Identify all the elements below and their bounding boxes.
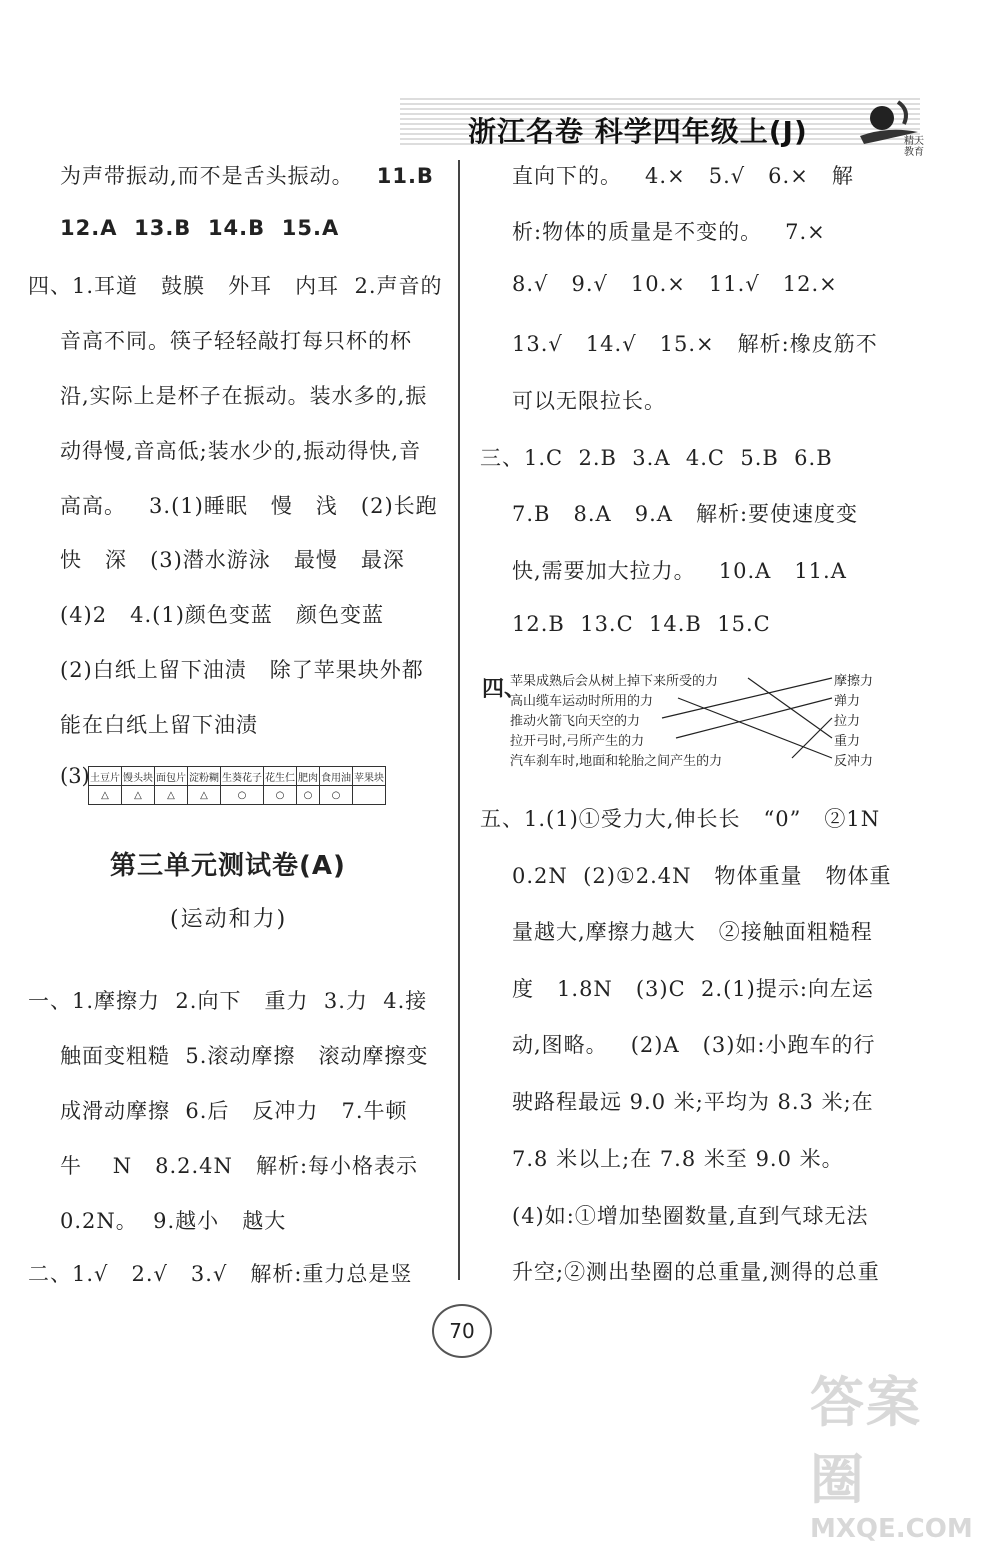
page-number: 70 (432, 1304, 492, 1358)
match-left-item: 苹果成熟后会从树上掉下来所受的力 (510, 674, 719, 689)
logo-text: 精天 教育 (904, 136, 924, 158)
left-line-7: 高高。 3.(1)睡眠 慢 浅 (2)长跑 (60, 494, 438, 518)
left-line-4: 音高不同。筷子轻轻敲打每只杯的杯 (60, 329, 412, 353)
table-header-cell: 花生仁 (264, 767, 297, 786)
table-cell: ○ (297, 786, 320, 805)
right-line-7: 7.B 8.A 9.A 解析:要使速度变 (512, 502, 859, 526)
table-header-cell: 面包片 (155, 767, 188, 786)
match-right-item: 弹力 (834, 694, 861, 709)
match-right-item: 反冲力 (834, 754, 874, 769)
match-right-item: 拉力 (834, 714, 861, 729)
q5-line-8: (4)如:①增加垫圈数量,直到气球无法 (512, 1204, 869, 1228)
table-header-cell: 土豆片 (89, 767, 122, 786)
table-header-cell: 苹果块 (353, 767, 386, 786)
left-line-5: 沿,实际上是杯子在振动。装水多的,振 (60, 384, 428, 408)
section1-line-1: 一、1.摩擦力 2.向下 重力 3.力 4.接 (28, 989, 428, 1013)
q5-line-6: 驶路程最远 9.0 米;平均为 8.3 米;在 (512, 1090, 874, 1114)
table-label: (3) (60, 764, 90, 788)
left-line-3: 四、1.耳道 鼓膜 外耳 内耳 2.声音的 (28, 274, 443, 298)
left-line-6: 动得慢,音高低;装水少的,振动得快,音 (60, 439, 422, 463)
table-cell: △ (89, 786, 122, 805)
table-header-cell: 淀粉糊 (188, 767, 221, 786)
table-cell: ○ (221, 786, 264, 805)
right-line-6: 三、1.C 2.B 3.A 4.C 5.B 6.B (480, 446, 833, 470)
match-left-item: 推动火箭飞向天空的力 (510, 714, 641, 729)
table-cell: ○ (264, 786, 297, 805)
q5-line-5: 动,图略。 (2)A (3)如:小跑车的行 (512, 1033, 876, 1057)
table-header-cell: 馒头块 (122, 767, 155, 786)
right-line-2: 析:物体的质量是不变的。 7.× (512, 220, 826, 244)
match-left-item: 汽车刹车时,地面和轮胎之间产生的力 (510, 754, 723, 769)
watermark-logo: 答案圈 (810, 1371, 922, 1511)
q5-line-3: 量越大,摩擦力越大 ②接触面粗糙程 (512, 920, 873, 944)
q5-line-1: 五、1.(1)①受力大,伸长长 “0” ②1N (480, 807, 881, 831)
match-line (676, 698, 832, 738)
match-line (748, 678, 832, 738)
right-line-4: 13.√ 14.√ 15.× 解析:橡皮筋不 (512, 332, 878, 356)
table-header-cell: 食用油 (320, 767, 353, 786)
q5-line-9: 升空;②测出垫圈的总重量,测得的总重 (512, 1260, 880, 1284)
table-header-cell: 生葵花子 (221, 767, 264, 786)
match-left-item: 拉开弓时,弓所产生的力 (510, 734, 645, 749)
table-cell: ○ (320, 786, 353, 805)
q5-line-7: 7.8 米以上;在 7.8 米至 9.0 米。 (512, 1147, 844, 1171)
match-line (662, 678, 832, 718)
left-line-1: 为声带振动,而不是舌头振动。 11.B (60, 164, 434, 188)
header-title: 浙江名卷 科学四年级上(J) (468, 115, 808, 148)
left-line-8: 快 深 (3)潜水游泳 最慢 最深 (60, 548, 405, 572)
table-cell: △ (155, 786, 188, 805)
q5-line-2: 0.2N (2)①2.4N 物体重量 物体重 (512, 864, 892, 888)
section1-line-4: 牛 N 8.2.4N 解析:每小格表示 (60, 1154, 419, 1178)
left-line-2: 12.A 13.B 14.B 15.A (60, 216, 340, 240)
right-line-5: 可以无限拉长。 (512, 389, 666, 413)
match-right-item: 摩擦力 (834, 674, 874, 689)
section2-line-1: 二、1.√ 2.√ 3.√ 解析:重力总是竖 (28, 1262, 413, 1286)
watermark-url: MXQE.COM (810, 1514, 973, 1544)
right-line-1: 直向下的。 4.× 5.√ 6.× 解 (512, 164, 854, 188)
match-left-item: 高山缆车运动时所用的力 (510, 694, 654, 709)
match-right-item: 重力 (834, 734, 861, 749)
right-line-8: 快,需要加大拉力。 10.A 11.A (512, 559, 847, 583)
table-cell: △ (188, 786, 221, 805)
right-line-9: 12.B 13.C 14.B 15.C (512, 612, 771, 636)
table-cell: △ (122, 786, 155, 805)
left-line-11: 能在白纸上留下油渍 (60, 713, 258, 737)
table-header-cell: 肥肉 (297, 767, 320, 786)
watermark (810, 1360, 973, 1544)
section1-line-5: 0.2N。 9.越小 越大 (60, 1209, 287, 1233)
section1-line-2: 触面变粗糙 5.滚动摩擦 滚动摩擦变 (60, 1044, 429, 1068)
left-line-9: (4)2 4.(1)颜色变蓝 颜色变蓝 (60, 603, 384, 627)
section1-line-3: 成滑动摩擦 6.后 反冲力 7.牛顿 (60, 1099, 408, 1123)
right-line-3: 8.√ 9.√ 10.× 11.√ 12.× (512, 272, 838, 296)
unit-subtitle: (运动和力) (170, 907, 288, 932)
q5-line-4: 度 1.8N (3)C 2.(1)提示:向左运 (512, 977, 874, 1001)
matching-label: 四、 (482, 676, 527, 702)
unit-title: 第三单元测试卷(A) (110, 851, 346, 881)
match-line (678, 698, 832, 758)
left-line-10: (2)白纸上留下油渍 除了苹果块外都 (60, 658, 424, 682)
